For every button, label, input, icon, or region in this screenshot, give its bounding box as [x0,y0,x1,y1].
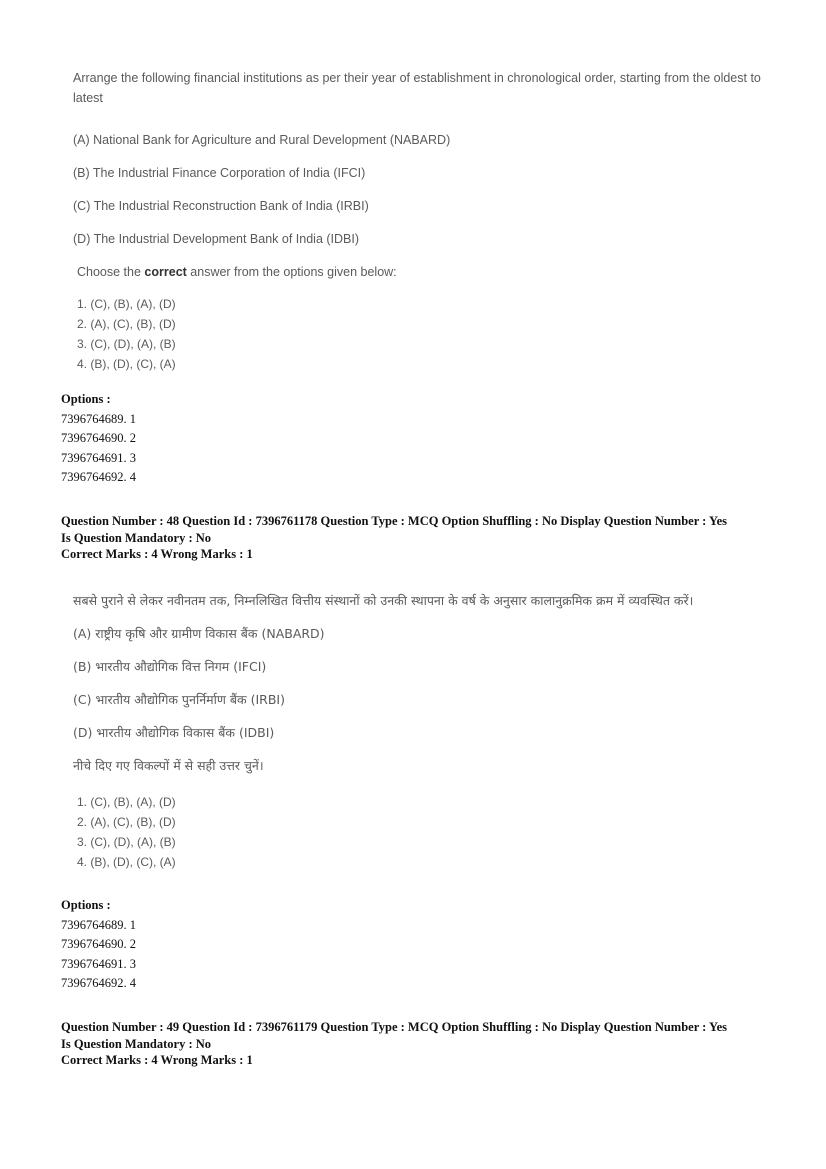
choose-post: answer from the options given below: [186,265,397,279]
options-block [61,390,136,488]
question-item-c: (C) The Industrial Reconstruction Bank of India (IRBI) [73,199,369,213]
question-meta [61,1019,727,1069]
question-meta-line: Correct Marks : 4 Wrong Marks : 1 [61,1053,253,1067]
option-item: 7396764691. 3 [61,956,136,971]
option-item: 7396764691. 3 [61,450,136,465]
question-meta-line: Is Question Mandatory : No [61,530,212,545]
option-item: 7396764692. 4 [61,976,136,990]
question-meta-line: Is Question Mandatory : No [61,1036,212,1051]
answer-choice: 1. (C), (B), (A), (D) [77,795,176,809]
options-block [61,896,136,994]
option-item: 7396764690. 2 [61,431,136,445]
answer-choice: 4. (B), (D), (C), (A) [77,357,176,371]
question-text: Arrange the following financial institutions as per their year of establishment in chronological order, starting from the oldest to latest [73,71,761,105]
option-item: 7396764689. 1 [61,917,136,932]
answer-choice: 4. (B), (D), (C), (A) [77,855,176,869]
answer-choice: 2. (A), (C), (B), (D) [77,815,176,829]
answer-choice: 3. (C), (D), (A), (B) [77,337,176,351]
option-item: 7396764690. 2 [61,937,136,951]
question-item-a: (A) National Bank for Agriculture and Rural Development (NABARD) [73,133,451,147]
choose-bold: correct [144,265,187,279]
choose-instruction [77,262,773,294]
question-text: सबसे पुराने से लेकर नवीनतम तक, निम्नलिखित वित्तीय संस्थानों को उनकी स्थापना के वर्ष के अनुसार कालानुक्रमिक क्रम में व्यवस्थित करें। [73,593,694,608]
question-english [73,68,773,374]
answer-choice: 3. (C), (D), (A), (B) [77,835,176,849]
options-title: Options : [61,392,111,406]
option-item: 7396764689. 1 [61,411,136,426]
question-meta-line: Question Number : 48 Question Id : 7396761178 Question Type : MCQ Option Shuffling : No Display Question Number : Yes [61,514,728,528]
option-item: 7396764692. 4 [61,470,136,484]
question-meta [61,513,727,563]
question-item-c: (C) भारतीय औद्योगिक पुनर्निर्माण बैंक (IRBI) [73,692,285,707]
answer-choice: 1. (C), (B), (A), (D) [77,297,176,311]
question-hindi [73,591,693,872]
question-item-b: (B) The Industrial Finance Corporation of India (IFCI) [73,166,366,180]
choose-pre: Choose the [77,265,145,279]
choose-instruction: नीचे दिए गए विकल्पों में से सही उत्तर चुनें। [73,758,264,773]
question-meta-line: Question Number : 49 Question Id : 7396761179 Question Type : MCQ Option Shuffling : No Display Question Number : Yes [61,1020,728,1034]
question-item-d: (D) The Industrial Development Bank of India (IDBI) [73,232,360,246]
answer-choice: 2. (A), (C), (B), (D) [77,317,176,331]
question-meta-line: Correct Marks : 4 Wrong Marks : 1 [61,547,253,561]
options-title: Options : [61,898,111,912]
question-item-b: (B) भारतीय औद्योगिक वित्त निगम (IFCI) [73,659,267,674]
question-item-d: (D) भारतीय औद्योगिक विकास बैंक (IDBI) [73,725,275,740]
question-item-a: (A) राष्ट्रीय कृषि और ग्रामीण विकास बैंक (NABARD) [73,626,325,641]
